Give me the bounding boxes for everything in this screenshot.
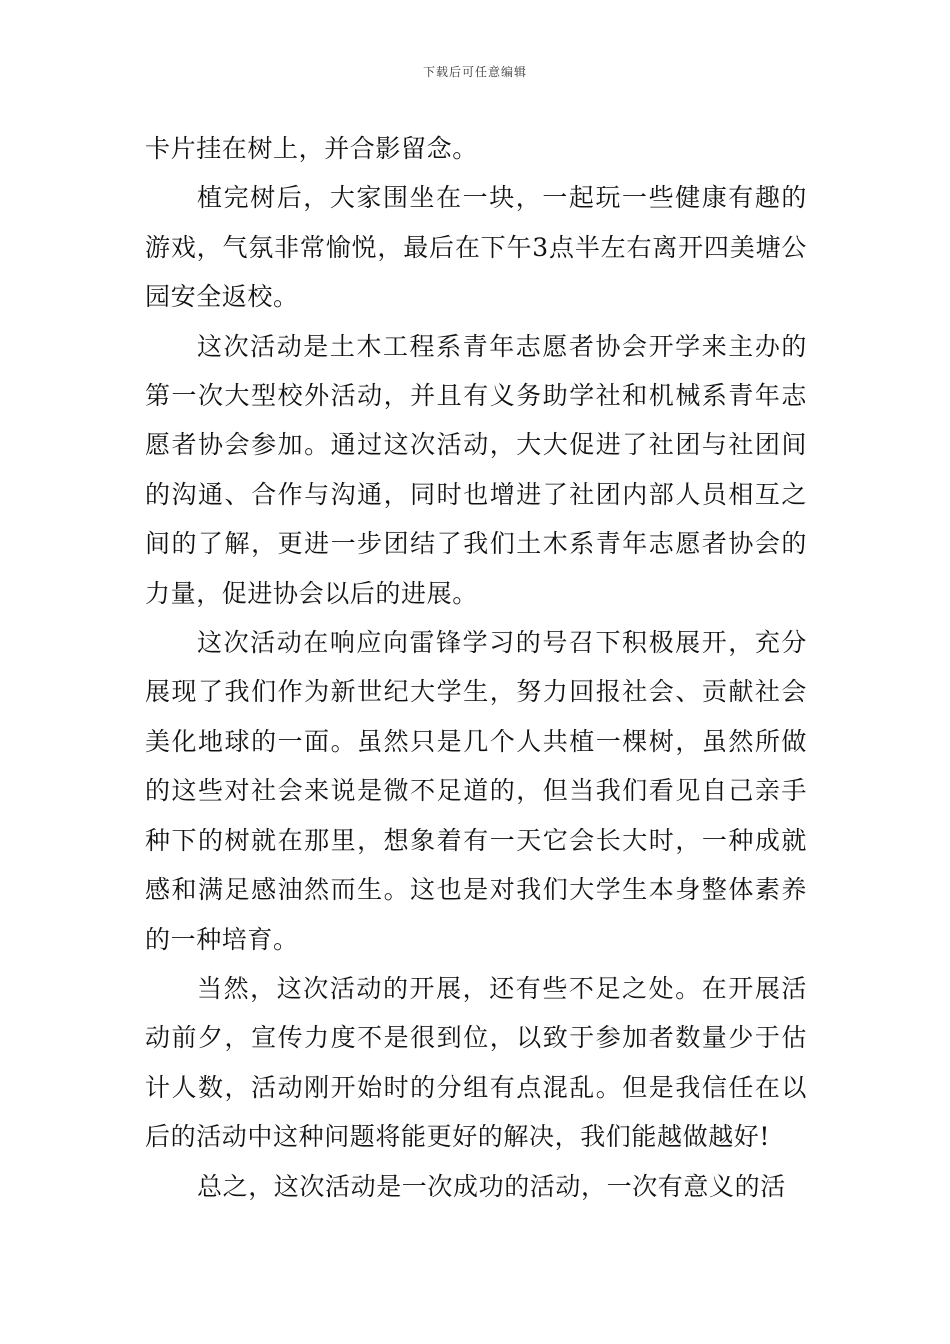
document-body [145,124,807,1211]
paragraph-games: 植完树后，大家围坐在一块，一起玩一些健康有趣的游戏，气氛非常愉悦，最后在下午3点半左右离开四美塘公园安全返校。 [145,183,807,312]
paragraph-conclusion: 总之，这次活动是一次成功的活动，一次有意义的活 [197,1171,786,1201]
page-header-note: 下载后可任意编辑 [422,65,527,79]
paragraph-significance: 这次活动在响应向雷锋学习的号召下积极展开，充分展现了我们作为新世纪大学生，努力回报社会、贡献社会美化地球的一面。虽然只是几个人共植一棵树，虽然所做的这些对社会来说是微不足道的，但当我们看见自己亲手种下的树就在那里，想象着有一天它会长大时，一种成就感和满足感油然而生。这也是对我们大学生本身整体素养的一种培育。 [145,628,807,954]
paragraph-shortcomings: 当然，这次活动的开展，还有些不足之处。在开展活动前夕，宣传力度不是很到位，以致于参加者数量少于估计人数，活动刚开始时的分组有点混乱。但是我信任在以后的活动中这种问题将能更好的解决，我们能越做越好! [145,973,807,1152]
paragraph-activity-summary: 这次活动是土木工程系青年志愿者协会开学来主办的第一次大型校外活动，并且有义务助学社和机械系青年志愿者协会参加。通过这次活动，大大促进了社团与社团间的沟通、合作与沟通，同时也增进了社团内部人员相互之间的了解，更进一步团结了我们土木系青年志愿者协会的力量，促进协会以后的进展。 [145,331,807,608]
paragraph-continuation: 卡片挂在树上，并合影留念。 [145,134,478,163]
